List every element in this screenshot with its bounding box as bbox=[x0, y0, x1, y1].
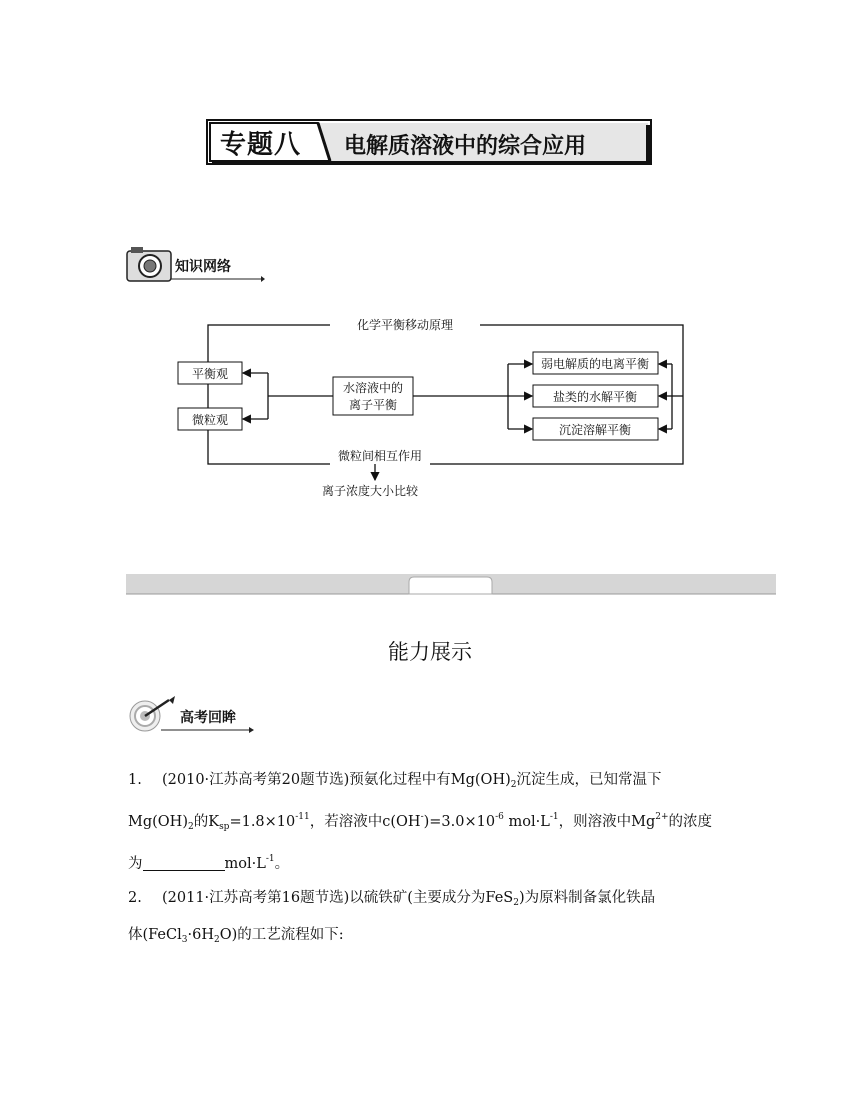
diagram-center-line1: 水溶液中的 bbox=[342, 381, 404, 395]
question-1-line-1 bbox=[128, 764, 738, 801]
diagram-bottom-result: 离子浓度大小比较 bbox=[321, 484, 419, 498]
q1-sup-d: -1 bbox=[549, 812, 559, 822]
q1-sup-a: -11 bbox=[295, 812, 310, 822]
q1-text-i: ，则溶液中Mg bbox=[558, 814, 656, 830]
q1-text-h: mol·L bbox=[503, 814, 550, 830]
q1-sub-b: 2 bbox=[187, 822, 194, 832]
q1-text-m: 。 bbox=[274, 856, 290, 872]
q1-sup-c: -6 bbox=[495, 812, 504, 822]
q1-text-d: 的K bbox=[193, 814, 220, 830]
q1-sup-e: 2+ bbox=[655, 812, 669, 822]
question-1 bbox=[128, 764, 738, 880]
q1-text-k: 为 bbox=[128, 856, 143, 872]
q1-text-g: )=3.0×10 bbox=[423, 814, 496, 830]
section-exam-review: 高考回眸 bbox=[180, 710, 236, 726]
q2-sub-c: 2 bbox=[213, 935, 220, 945]
question-1-line-2 bbox=[128, 801, 738, 843]
q2-text-a: (2011·江苏高考第16题节选)以硫铁矿(主要成分为FeS bbox=[162, 890, 514, 906]
question-2 bbox=[128, 882, 738, 956]
q1-text-e: =1.8×10 bbox=[229, 814, 296, 830]
q2-text-b: )为原料制备氯化铁晶 bbox=[518, 890, 656, 906]
diagram-bottom-label: 微粒间相互作用 bbox=[337, 449, 423, 463]
question-2-number: 2. bbox=[128, 890, 142, 906]
q1-sup-f: -1 bbox=[265, 854, 275, 864]
ability-heading: 能力展示 bbox=[388, 640, 472, 664]
knowledge-diagram bbox=[170, 310, 700, 510]
banner-topic-title: 电解质溶液中的综合应用 bbox=[344, 134, 587, 159]
q2-text-c: 体(FeCl bbox=[128, 927, 182, 943]
q1-text-a: (2010·江苏高考第20题节选)预氨化过程中有Mg(OH) bbox=[162, 772, 511, 788]
banner-topic-number: 专题八 bbox=[220, 130, 302, 160]
q2-sub-a: 2 bbox=[513, 898, 519, 908]
diagram-right-2: 盐类的水解平衡 bbox=[552, 390, 638, 404]
diagram-top-label: 化学平衡移动原理 bbox=[356, 318, 454, 332]
section-knowledge-network: 知识网络 bbox=[175, 259, 231, 275]
q1-sub-c: sp bbox=[219, 822, 230, 832]
diagram-right-3: 沉淀溶解平衡 bbox=[558, 423, 632, 437]
question-2-line-2 bbox=[128, 919, 738, 956]
q2-sub-b: 3 bbox=[181, 935, 188, 945]
diagram-center-line2: 离子平衡 bbox=[348, 398, 398, 412]
section-divider bbox=[126, 574, 776, 598]
q2-text-d: ·6H bbox=[187, 927, 214, 943]
q1-text-l: mol·L bbox=[224, 856, 266, 872]
q1-sub-a: 2 bbox=[510, 780, 517, 790]
question-2-line-1 bbox=[128, 882, 738, 919]
q1-text-f: ，若溶液中c(OH bbox=[309, 814, 421, 830]
q1-text-c: Mg(OH) bbox=[128, 814, 188, 830]
q1-text-j: 的浓度 bbox=[668, 814, 713, 830]
question-1-number: 1. bbox=[128, 772, 142, 788]
q1-sup-b: - bbox=[420, 812, 424, 822]
diagram-right-1: 弱电解质的电离平衡 bbox=[540, 357, 650, 371]
diagram-left-bottom: 微粒观 bbox=[191, 413, 229, 427]
question-1-line-3 bbox=[128, 843, 738, 880]
q1-text-b: 沉淀生成，已知常温下 bbox=[516, 772, 662, 788]
answer-blank[interactable] bbox=[143, 856, 225, 871]
q2-text-e: O)的工艺流程如下: bbox=[219, 927, 344, 943]
diagram-left-top: 平衡观 bbox=[191, 367, 229, 381]
